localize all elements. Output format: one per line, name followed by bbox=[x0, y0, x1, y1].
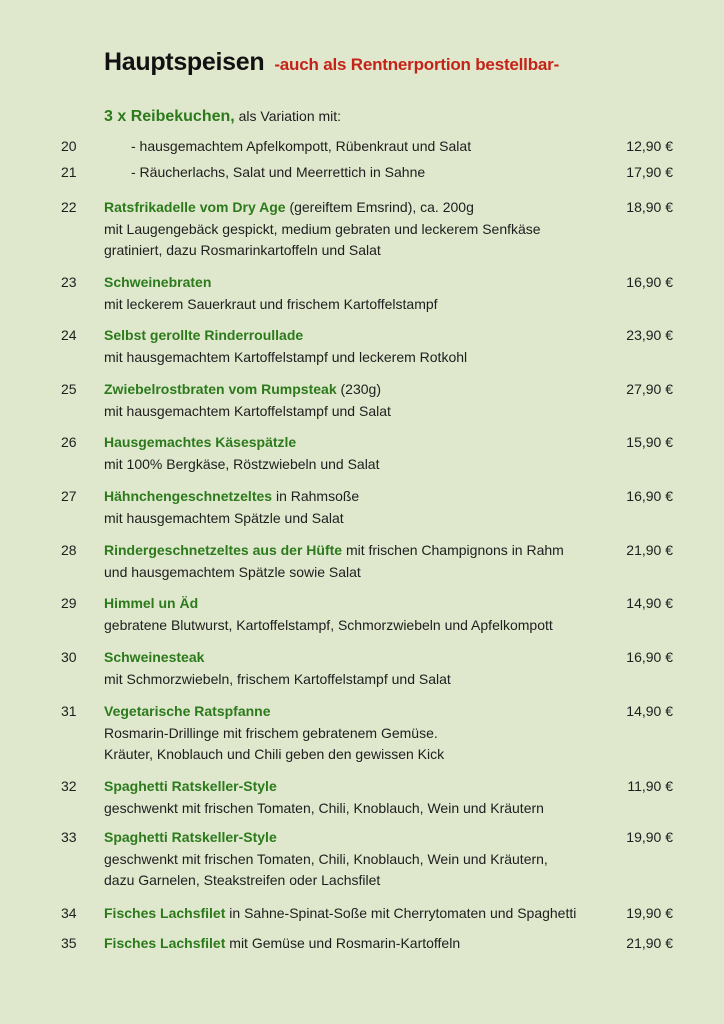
item-description: gratiniert, dazu Rosmarinkartoffeln und Salat bbox=[104, 242, 381, 258]
page-title bbox=[104, 48, 559, 77]
item-number: 34 bbox=[61, 905, 77, 921]
item-title-line bbox=[104, 933, 594, 955]
item-name: Vegetarische Ratspfanne bbox=[104, 703, 271, 719]
item-number: 27 bbox=[61, 488, 77, 504]
item-number: 35 bbox=[61, 935, 77, 951]
item-name: Zwiebelrostbraten vom Rumpsteak bbox=[104, 381, 337, 397]
item-name-suffix: (gereiftem Emsrind), ca. 200g bbox=[285, 199, 474, 215]
item-title-line bbox=[104, 647, 594, 669]
item-name-suffix: in Sahne-Spinat-Soße mit Cherrytomaten und Spaghetti bbox=[225, 905, 577, 921]
item-title-line bbox=[104, 379, 594, 401]
item-number: 33 bbox=[61, 829, 77, 845]
item-body bbox=[104, 647, 594, 690]
item-name: Hähnchengeschnetzeltes bbox=[104, 488, 273, 504]
item-number: 26 bbox=[61, 434, 77, 450]
item-price: 18,90 € bbox=[626, 199, 673, 215]
item-body bbox=[131, 136, 621, 158]
item-description: dazu Garnelen, Steakstreifen oder Lachsfilet bbox=[104, 872, 381, 888]
item-description: mit 100% Bergkäse, Röstzwiebeln und Salat bbox=[104, 455, 380, 472]
item-number: 32 bbox=[61, 778, 77, 794]
item-price: 27,90 € bbox=[626, 381, 673, 397]
item-name: Fisches Lachsfilet bbox=[104, 905, 226, 921]
item-price: 14,90 € bbox=[626, 595, 673, 611]
item-name-suffix: mit frischen Champignons in Rahm bbox=[342, 542, 564, 558]
intro-suffix: als Variation mit: bbox=[234, 108, 342, 124]
item-name: Fisches Lachsfilet bbox=[104, 935, 226, 951]
item-price: 12,90 € bbox=[626, 138, 673, 154]
item-body bbox=[104, 197, 594, 262]
intro-name: 3 x Reibekuchen, bbox=[104, 108, 235, 125]
item-price: 19,90 € bbox=[626, 905, 673, 921]
item-description: geschwenkt mit frischen Tomaten, Chili, Knoblauch, Wein und Kräutern bbox=[104, 799, 544, 816]
item-price: 16,90 € bbox=[626, 274, 673, 290]
item-number: 25 bbox=[61, 381, 77, 397]
item-price: 16,90 € bbox=[626, 488, 673, 504]
item-body bbox=[104, 827, 594, 892]
item-body bbox=[104, 432, 594, 475]
item-name-suffix: - hausgemachtem Apfelkompott, Rübenkraut und Salat bbox=[131, 138, 472, 154]
item-description: mit Laugengebäck gespickt, medium gebraten und leckerem Senfkäse bbox=[104, 220, 541, 237]
item-description: mit Schmorzwiebeln, frischem Kartoffelstampf und Salat bbox=[104, 670, 451, 687]
item-name-suffix: in Rahmsoße bbox=[272, 488, 360, 504]
item-body bbox=[104, 486, 594, 529]
item-title-line bbox=[104, 540, 594, 562]
item-price: 14,90 € bbox=[626, 703, 673, 719]
item-title-line bbox=[104, 701, 594, 723]
item-name: Hausgemachtes Käsespätzle bbox=[104, 434, 297, 450]
item-name: Schweinesteak bbox=[104, 649, 205, 665]
item-price: 23,90 € bbox=[626, 327, 673, 343]
item-number: 22 bbox=[61, 199, 77, 215]
item-title-line bbox=[104, 197, 594, 219]
item-body bbox=[104, 593, 594, 636]
item-body bbox=[104, 379, 594, 422]
item-price: 19,90 € bbox=[626, 829, 673, 845]
item-name-suffix: (230g) bbox=[336, 381, 381, 397]
item-description: mit hausgemachtem Kartoffelstampf und leckerem Rotkohl bbox=[104, 348, 468, 365]
item-name: Selbst gerollte Rinderroullade bbox=[104, 327, 304, 343]
item-name: Rindergeschnetzeltes aus der Hüfte bbox=[104, 542, 343, 558]
item-title-line bbox=[104, 827, 594, 849]
reibekuchen-intro bbox=[104, 108, 341, 126]
item-price: 21,90 € bbox=[626, 542, 673, 558]
item-body bbox=[104, 776, 594, 819]
subtitle: -auch als Rentnerportion bestellbar- bbox=[274, 55, 560, 74]
item-description: gebratene Blutwurst, Kartoffelstampf, Schmorzwiebeln und Apfelkompott bbox=[104, 616, 553, 633]
item-description: Rosmarin-Drillinge mit frischem gebratenem Gemüse. bbox=[104, 724, 438, 741]
item-body bbox=[104, 272, 594, 315]
item-price: 15,90 € bbox=[626, 434, 673, 450]
item-title-line bbox=[104, 272, 594, 294]
item-name: Himmel un Äd bbox=[104, 595, 199, 611]
item-name-suffix: - Räucherlachs, Salat und Meerrettich in Sahne bbox=[131, 164, 426, 180]
item-body bbox=[104, 903, 594, 925]
item-number: 20 bbox=[61, 138, 77, 154]
item-number: 30 bbox=[61, 649, 77, 665]
item-price: 11,90 € bbox=[627, 778, 673, 794]
item-description: mit hausgemachtem Spätzle und Salat bbox=[104, 509, 344, 526]
item-description: geschwenkt mit frischen Tomaten, Chili, Knoblauch, Wein und Kräutern, bbox=[104, 850, 548, 867]
item-body bbox=[104, 933, 594, 955]
item-description: mit leckerem Sauerkraut und frischem Kartoffelstampf bbox=[104, 295, 438, 312]
item-title-line bbox=[104, 776, 594, 798]
item-body bbox=[131, 162, 621, 184]
item-title-line bbox=[131, 162, 621, 184]
item-title-line bbox=[104, 486, 594, 508]
item-title-line bbox=[104, 325, 594, 347]
item-title-line bbox=[131, 136, 621, 158]
item-number: 23 bbox=[61, 274, 77, 290]
item-name-suffix: mit Gemüse und Rosmarin-Kartoffeln bbox=[225, 935, 461, 951]
item-description: mit hausgemachtem Kartoffelstampf und Salat bbox=[104, 402, 391, 419]
item-title-line bbox=[104, 903, 594, 925]
item-price: 21,90 € bbox=[626, 935, 673, 951]
item-number: 29 bbox=[61, 595, 77, 611]
item-price: 16,90 € bbox=[626, 649, 673, 665]
item-description: und hausgemachtem Spätzle sowie Salat bbox=[104, 563, 361, 580]
item-name: Schweinebraten bbox=[104, 274, 212, 290]
item-number: 21 bbox=[61, 164, 77, 180]
item-title-line bbox=[104, 593, 594, 615]
title-text: Hauptspeisen bbox=[104, 48, 265, 76]
item-body bbox=[104, 540, 594, 583]
item-number: 31 bbox=[61, 703, 77, 719]
item-description: Kräuter, Knoblauch und Chili geben den gewissen Kick bbox=[104, 746, 445, 762]
item-body bbox=[104, 701, 594, 766]
item-title-line bbox=[104, 432, 594, 454]
item-name: Spaghetti Ratskeller-Style bbox=[104, 778, 277, 794]
item-name: Spaghetti Ratskeller-Style bbox=[104, 829, 277, 845]
item-name: Ratsfrikadelle vom Dry Age bbox=[104, 199, 286, 215]
item-body bbox=[104, 325, 594, 368]
item-number: 24 bbox=[61, 327, 77, 343]
item-price: 17,90 € bbox=[626, 164, 673, 180]
item-number: 28 bbox=[61, 542, 77, 558]
